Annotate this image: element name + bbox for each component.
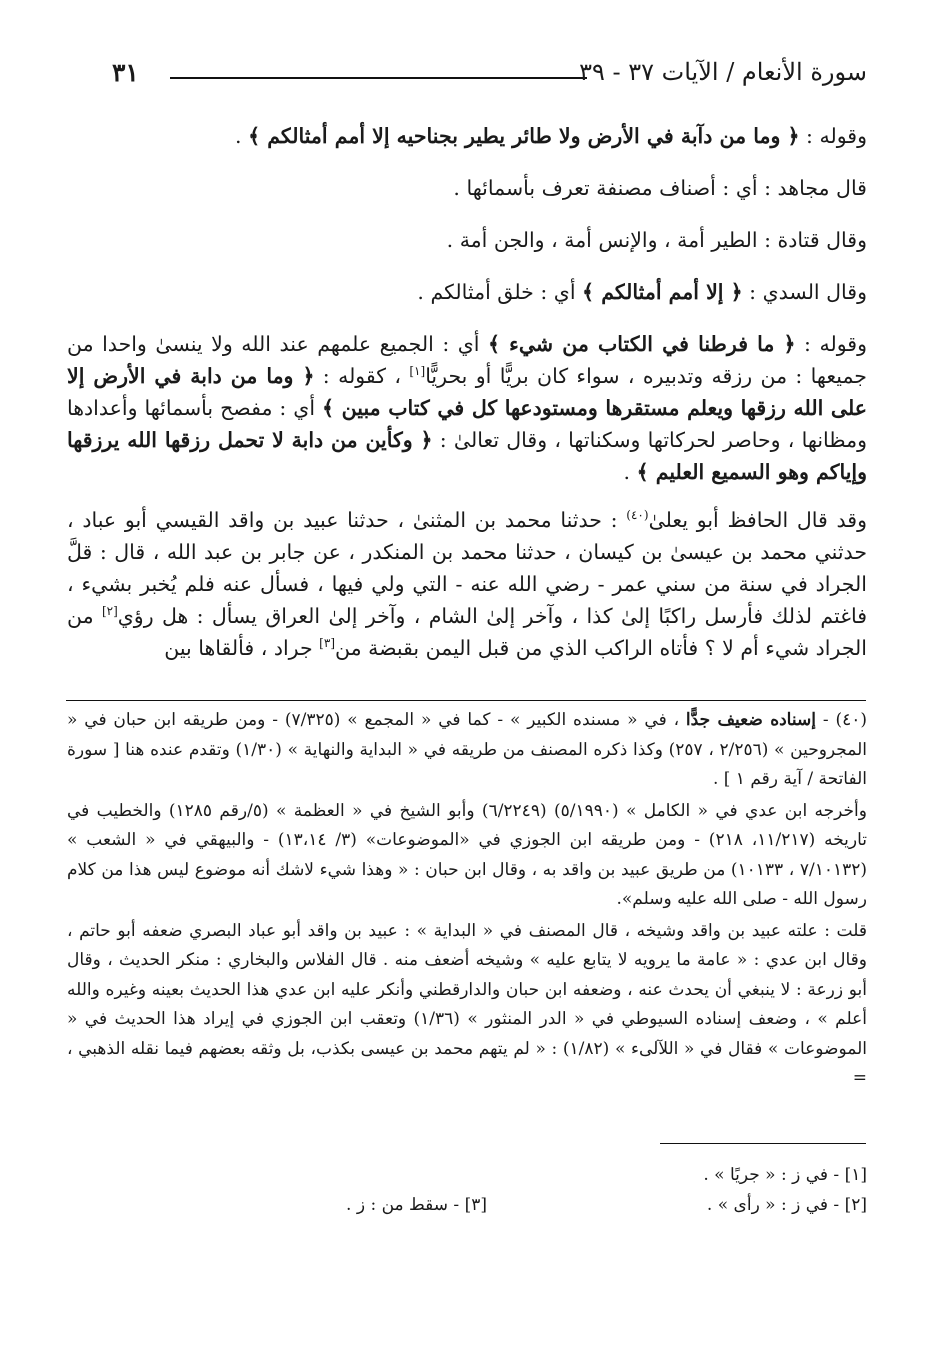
note-number: (٤٠) - (815, 710, 867, 730)
p6-text-1: وقد قال الحافظ أبو يعلىٰ (648, 508, 867, 532)
p4-tail: أي : خلق أمثالكم . (417, 280, 583, 304)
paragraph-5 (67, 328, 867, 488)
paragraph-6 (67, 504, 867, 664)
p6-text-2: : حدثنا محمد بن المثنىٰ ، حدثنا عبيد بن واقد القيسي أبو عباد ، حدثني محمد بن عيسىٰ بن كيسان ، حدثنا محمد بن المنكدر ، عن جابر بن عبد الله ، قال : قلَّ الجراد في سنة من سني عمر - رضي الله عنه - التي ولي فيها ، فسأل عنه فلم يُخبر بشيء ، فاغتم لذلك فأرسل راكبًا إلىٰ كذا ، وآخر إلىٰ الشام ، وآخر إلىٰ العراق يسأل : هل رؤي (67, 508, 867, 628)
note-takhrij: وأخرجه ابن عدي في « الكامل » (٥/١٩٩٠) (٦/٢٢٤٩) وأبو الشيخ في « العظمة » (٥/رقم ١٢٨٥) والخطيب في تاريخه (١١/٢١٧، ٢١٨) - ومن طريقه ابن الجوزي في «الموضوعات» (٣/ ١٣،١٤) - والبيهقي في « الشعب » (٧/١٠١٣٢ ، ١٠١٣٣) من طريق عبيد بن واقد به ، وقال ابن حبان : « وهذا شيء لاشك أنه موضوع ليس هذا من كلام رسول الله - صلى الله عليه وسلم». (67, 800, 868, 909)
p5-tail: . (623, 460, 637, 484)
p6-text-4: جراد ، فألقاها بين (164, 636, 320, 660)
p1-tail: . (235, 124, 249, 148)
notes-separator (66, 700, 866, 701)
quran-verse: ﴿ وكأين من دابة لا تحمل رزقها الله يرزقها وإياكم وهو السميع العليم ﴾ (67, 428, 867, 484)
p4-lead: وقال السدي : (742, 280, 867, 304)
quran-verse: ﴿ وما من دابة في الأرض إلا على الله رزقها ويعلم مستقرها ومستودعها كل في كتاب مبين ﴾ (67, 364, 867, 420)
note-comment: قلت : علته عبيد بن واقد وشيخه ، قال المصنف في « البداية » : عبيد بن واقد أبو عباد البصري ضعفه أبو حاتم ، وقال ابن عدي : « عامة ما يرويه لا يتابع عليه » وشيخه أضعف منه . قال الفلاس والبخاري : منكر الحديث ، وقال أبو زرعة : لا ينبغي أن يحدث عنه ، وضعفه ابن حبان والدارقطني وأنكر عليه ابن عدي هذا الحديث بعينه وغيره والله أعلم » ، وضعف إسناده السيوطي في « الدر المنثور » (١/٣٦) وتعقب ابن الجوزي في إيراد هذا الحديث في « الموضوعات » فقال في « اللآلىء » (١/٨٢) : « لم يتهم محمد بن عيسى بكذب، بل وثقه بعضهم فيما نقله الذهبي ، = (67, 920, 867, 1088)
footnote-3: [٣] - سقط من : ز . (346, 1195, 487, 1215)
quran-verse: ﴿ إلا أمم أمثالكم ﴾ (582, 280, 743, 304)
p5-text-2: ، كقوله : (314, 364, 410, 388)
paragraph-2: قال مجاهد : أي : أصناف مصنفة تعرف بأسمائها . (453, 176, 867, 200)
page-header (112, 58, 867, 90)
footnotes-separator (660, 1143, 866, 1144)
footnote-2: [٢] - في ز : « رأى » . (706, 1195, 867, 1215)
note-40 (67, 706, 867, 795)
note-grading: إسناده ضعيف جدًّا (685, 710, 816, 730)
note-text: ، في « مسنده الكبير » - كما في « المجمع » (٧/٣٢٥) - ومن طريقه ابن حبان في « المجروحين » (٢/٢٥٦ ، ٢٥٧) وكذا ذكره المصنف من طريقه في « البداية والنهاية » (١/٣٠) وتقدم عنده هنا [ سورة الفاتحة / آية رقم ١ ] . (67, 710, 868, 789)
paragraph-1 (67, 120, 867, 152)
reference-marker-40: (٤٠) (626, 508, 649, 523)
footnote-1: [١] - في ز : « جريًا » . (703, 1165, 867, 1185)
footnotes (67, 1160, 867, 1220)
footnote-row (67, 1190, 867, 1220)
paragraph-3: وقال قتادة : الطير أمة ، والإنس أمة ، والجن أمة . (446, 228, 867, 252)
running-title: سورة الأنعام / الآيات ٣٧ - ٣٩ (579, 58, 867, 86)
footnote-marker-3: [٣] (319, 636, 335, 651)
page-number: ٣١ (112, 58, 139, 87)
paragraph-4 (67, 276, 867, 308)
p5-text-3: أي : مفصح بأسمائها وأعدادها ومظانها ، وحاصر لحركاتها وسكناتها ، وقال تعالىٰ : (67, 396, 867, 452)
footnote-marker-1: [١] (409, 364, 426, 379)
quran-verse: ﴿ ما فرطنا في الكتاب من شيء ﴾ (488, 332, 796, 356)
editor-notes (67, 706, 867, 1096)
footnote-row (67, 1160, 867, 1190)
p1-lead: وقوله : (799, 124, 867, 148)
quran-verse: ﴿ وما من دآبة في الأرض ولا طائر يطير بجناحيه إلا أمم أمثالكم ﴾ (248, 124, 800, 148)
p6-text-3: من الجراد شيء أم لا ؟ فأتاه الراكب الذي من قبل اليمن بقبضة من (67, 604, 867, 660)
main-text (67, 120, 867, 680)
header-rule (170, 77, 587, 79)
p5-text-1: أي : الجميع علمهم عند الله ولا ينسىٰ واحدا من جميعها : من رزقه وتدبيره ، سواء كان بريًّا أو بحريًّا (67, 332, 867, 388)
p5-lead: وقوله : (795, 332, 867, 356)
footnote-marker-2: [٢] (101, 604, 118, 619)
